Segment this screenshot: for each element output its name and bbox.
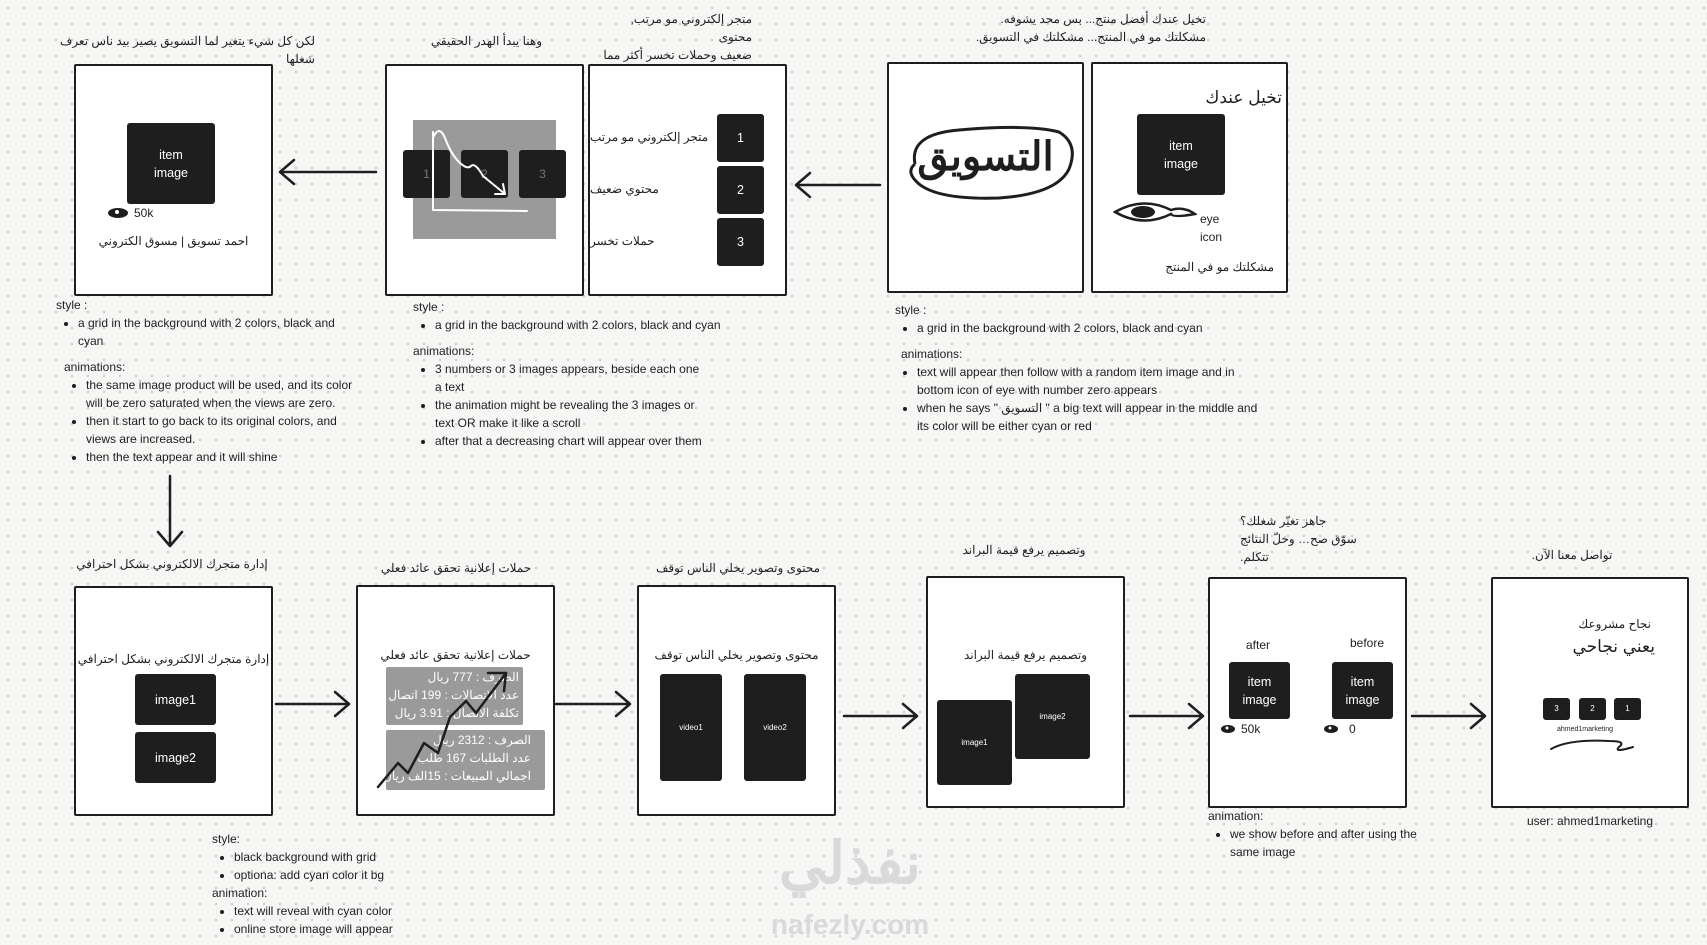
row-1-number: 1	[717, 114, 764, 162]
b4-inner-title: وتصميم يرفع قيمة البراند	[963, 648, 1088, 662]
watermark-url: nafezly.com	[770, 909, 930, 940]
notes-right	[895, 301, 1275, 435]
style-item: • a grid in the background with 2 colors, black and cyan	[917, 319, 1275, 337]
anim-item: • then it start to go back to its original colors, and views are increased.	[86, 412, 356, 448]
animation-heading: animation:	[1208, 809, 1264, 823]
b1-inner-title: إدارة متجرك الالكتروني بشكل احترافي	[77, 652, 270, 666]
arrow-b4-to-b5	[1130, 704, 1203, 728]
f5-caption: تخيل عندك أفضل منتج... بس محد يشوفه. مشكلتك مو في المنتج... مشكلتك في التسويق.	[975, 12, 1206, 44]
notes-mid	[413, 298, 733, 450]
arrow-b5-to-b6	[1412, 704, 1485, 728]
step-box-2: 2	[1579, 698, 1606, 720]
after-label: after	[1246, 638, 1271, 652]
video2: video2	[744, 674, 806, 781]
b6-handle: ahmed1marketing	[1557, 726, 1614, 733]
style-item: • a grid in the background with 2 colors, black and cyan	[435, 316, 733, 334]
growth-arrow-sketch	[358, 587, 553, 814]
b5-caption: جاهز تغيّر شغلك؟ سوّق صح… وخلّ النتائج تتكلم.	[1240, 514, 1357, 564]
frame-b1	[74, 586, 273, 816]
views-count: 50k	[1241, 722, 1261, 736]
card-2: 2	[461, 150, 508, 198]
f5-title: تخيل عندك	[1205, 88, 1282, 107]
frame-b5	[1208, 577, 1407, 808]
anim-item: • online store image will appear	[234, 920, 452, 938]
eye-label: eye icon	[1200, 212, 1223, 244]
signature-sketch	[1549, 735, 1639, 755]
before-views	[1323, 722, 1356, 736]
row-3-label: حملات تخسر	[590, 234, 655, 248]
image2: image2	[1015, 674, 1090, 759]
b6-user: user: ahmed1marketing	[1526, 814, 1654, 828]
watermark-logo: نفذلي	[779, 831, 921, 896]
metric-spend: الصرف : 2312 ريال	[432, 733, 531, 747]
b6-line2: يعني نجاحي	[1572, 637, 1655, 656]
animations-heading: animations:	[64, 360, 126, 374]
arrow-b3-to-b4	[844, 704, 917, 728]
item-image-after: item image	[1229, 662, 1290, 719]
b3-inner-title: محتوى وتصوير يخلي الناس توقف	[654, 648, 819, 662]
item-image-before: item image	[1332, 662, 1393, 719]
style-item: • a grid in the background with 2 colors, black and cyan	[78, 314, 356, 350]
eye-icon	[1220, 724, 1236, 734]
f3-caption: متجر إلكتروني مو مرتب, محتوى ضعيف وحملات تخسر أكثر مما	[603, 12, 752, 62]
anim-item: • when he says " التسويق " a big text will appear in the middle and its color will be either cyan or red	[917, 399, 1269, 435]
arrow-notes-down	[158, 476, 182, 546]
b2-caption: حملات إعلانية تحقق عائد فعلي	[380, 561, 532, 575]
metric-calls: عدد الاتصالات : 199 اتصال	[388, 688, 519, 702]
frame-b6	[1491, 577, 1689, 808]
metric-total-sales: اجمالي المبيعات : 15الف ريال	[383, 769, 531, 783]
animations-heading: animations:	[413, 344, 475, 358]
step-box-1: 1	[1614, 698, 1641, 720]
f2-caption: وهنا يبدأ الهدر الحقيقي	[430, 34, 542, 48]
frame-b4	[926, 576, 1125, 808]
anim-item: • after that a decreasing chart will appear over them	[435, 432, 707, 450]
row-2-label: محتوي ضعيف	[590, 182, 659, 196]
b6-line1: نجاح مشروعك	[1578, 617, 1651, 631]
row-1-label: متجر إلكتروني مو مرتب	[590, 130, 709, 144]
style-item: • black background with grid	[234, 848, 452, 866]
anim-item: • text will appear then follow with a random item image and in bottom icon of eye with number zero appears	[917, 363, 1269, 399]
metric-spend: الصرف : 777 ريال	[427, 670, 519, 684]
anim-item: • we show before and after using the same image	[1230, 825, 1435, 861]
eye-icon	[1113, 200, 1197, 226]
f5-footer: مشكلتك مو في المنتج	[1165, 260, 1274, 274]
frame-f5	[1091, 62, 1288, 293]
before-label: before	[1350, 636, 1385, 650]
row-2-number: 2	[717, 166, 764, 214]
b1-caption: إدارة متجرك الالكتروني بشكل احترافي	[76, 557, 268, 571]
frame-f4	[887, 62, 1084, 293]
views-counter	[106, 206, 153, 220]
image1: image1	[135, 674, 216, 725]
frame-b3	[637, 585, 836, 816]
arrow-f4-to-f3	[796, 173, 880, 197]
animations-heading: animations:	[901, 347, 963, 361]
frame-b2	[356, 585, 555, 816]
metric-cost-per-call: تكلفة الاتصال : 3.91 ريال	[394, 706, 519, 720]
step-box-3: 3	[1543, 698, 1570, 720]
frame-f2	[385, 64, 584, 296]
arrow-b2-to-b3	[556, 692, 630, 716]
views-count: 0	[1349, 722, 1356, 736]
notes-b5	[1208, 807, 1438, 861]
style-heading: style :	[895, 303, 927, 317]
image2: image2	[135, 732, 216, 783]
notes-left	[56, 296, 356, 466]
f1-footer: احمد تسويق | مسوق الكتروني	[98, 234, 249, 248]
b6-caption: تواصل معنا الآن.	[1531, 548, 1613, 562]
views-count: 50k	[134, 206, 154, 220]
image1: image1	[937, 700, 1012, 785]
b2-inner-title: حملات إعلانية تحقق عائد فعلي	[380, 648, 531, 662]
anim-item: • then the text appear and it will shine	[86, 448, 356, 466]
big-word: التسويق	[917, 135, 1054, 179]
style-heading: style :	[413, 300, 445, 314]
arrow-b1-to-b2	[276, 692, 349, 716]
frame-f1	[74, 64, 273, 296]
video1: video1	[660, 674, 722, 781]
arrow-f2-to-f1	[280, 160, 376, 184]
eye-icon	[106, 206, 130, 220]
item-image: item image	[1137, 114, 1225, 195]
metric-orders: عدد الطلبات 167 طلب	[417, 751, 531, 765]
style-heading: style :	[56, 298, 88, 312]
anim-item: • text will reveal with cyan color	[234, 902, 452, 920]
style-item: • optiona: add cyan color it bg	[234, 866, 452, 884]
notes-b1	[212, 830, 452, 938]
anim-item: • 3 numbers or 3 images appears, beside each one a text	[435, 360, 707, 396]
row-3-number: 3	[717, 218, 764, 266]
after-views	[1220, 722, 1260, 736]
style-heading: style:	[212, 832, 241, 846]
b4-caption: وتصميم يرفع قيمة البراند	[962, 543, 1086, 557]
decreasing-chart-sketch	[387, 66, 582, 294]
card-3: 3	[519, 150, 566, 198]
b3-caption: محتوى وتصوير يخلي الناس توقف	[655, 561, 821, 575]
anim-item: • the animation might be revealing the 3 images or text OR make it like a scroll	[435, 396, 707, 432]
f1-caption: لكن كل شيء يتغير لما التسويق يصير بيد ناس تعرف شغلها	[59, 34, 315, 66]
anim-item: • the same image product will be used, and its color will be zero saturated when the views are zero.	[86, 376, 356, 412]
item-image: item image	[127, 123, 215, 204]
eye-icon	[1323, 724, 1339, 734]
frame-f3	[588, 64, 787, 296]
animation-heading: animation:	[212, 886, 268, 900]
card-1: 1	[403, 150, 450, 198]
